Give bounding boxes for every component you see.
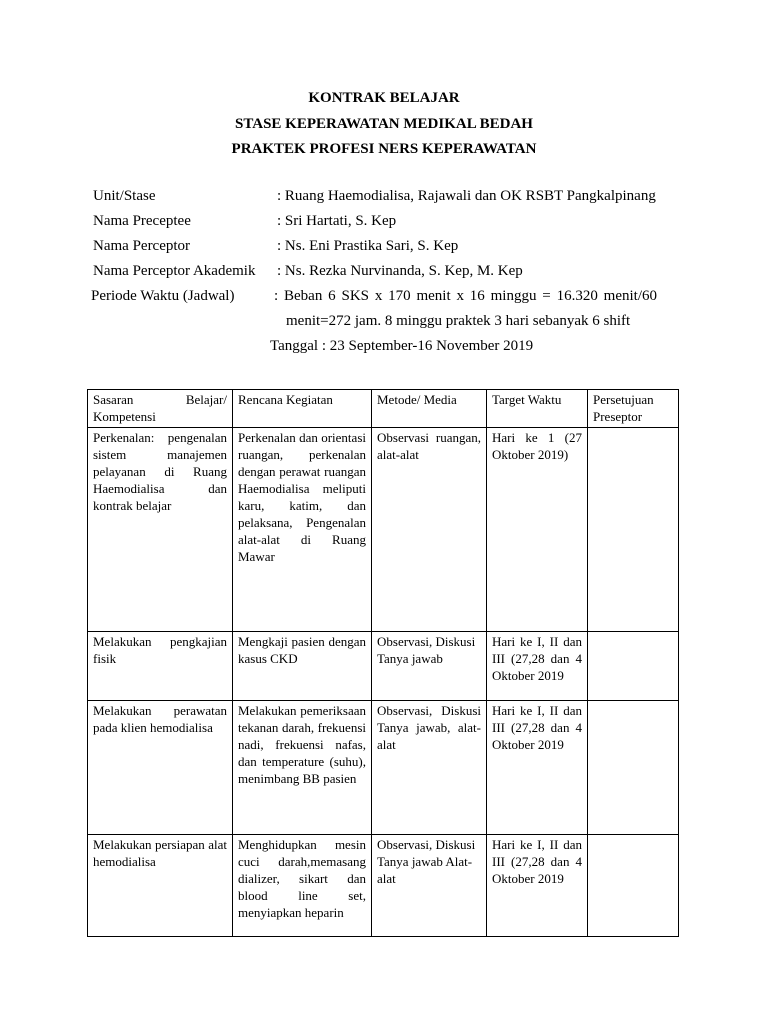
preceptee-value: : Sri Hartati, S. Kep — [277, 213, 397, 229]
document-title-block — [0, 86, 768, 163]
cell-target: Hari ke I, II dan III (27,28 dan 4 Oktober 2019 — [487, 835, 588, 937]
cell-target: Hari ke I, II dan III (27,28 dan 4 Oktober 2019 — [487, 632, 588, 701]
cell-sasaran: Melakukan persiapan alat hemodialisa — [88, 835, 233, 937]
tanggal-value: Tanggal : 23 September-16 November 2019 — [270, 338, 534, 354]
cell-target: Hari ke I, II dan III (27,28 dan 4 Oktober 2019 — [487, 701, 588, 835]
cell-metode: Observasi, Diskusi Tanya jawab, alat-alat — [372, 701, 487, 835]
periode-label: Periode Waktu (Jadwal) — [91, 288, 235, 304]
learning-contract-table — [87, 389, 679, 937]
header-sasaran: Sasaran Belajar/ Kompetensi — [88, 390, 233, 428]
cell-persetujuan — [588, 835, 679, 937]
title-kontrak-belajar: KONTRAK BELAJAR — [308, 90, 460, 106]
cell-metode: Observasi, Diskusi Tanya jawab Alat-alat — [372, 835, 487, 937]
table-row — [88, 701, 679, 835]
title-stase: STASE KEPERAWATAN MEDIKAL BEDAH — [235, 115, 533, 132]
header-persetujuan: Persetujuan Preseptor — [588, 390, 679, 428]
table-row — [88, 835, 679, 937]
cell-sasaran: Melakukan pengkajian fisik — [88, 632, 233, 701]
header-metode: Metode/ Media — [372, 390, 487, 428]
cell-metode: Observasi, Diskusi Tanya jawab — [372, 632, 487, 701]
cell-rencana: Menghidupkan mesin cuci darah,memasang dializer, sikart dan blood line set, menyiapkan heparin — [233, 835, 372, 937]
cell-persetujuan — [588, 701, 679, 835]
cell-sasaran: Perkenalan: pengenalan sistem manajemen pelayanan di Ruang Haemodialisa dan kontrak belajar — [88, 428, 233, 632]
preceptee-label: Nama Preceptee — [93, 213, 191, 229]
perceptor-value: : Ns. Eni Prastika Sari, S. Kep — [277, 238, 459, 254]
table-header-row — [88, 390, 679, 428]
table-row — [88, 632, 679, 701]
cell-sasaran: Melakukan perawatan pada klien hemodialisa — [88, 701, 233, 835]
perceptor-label: Nama Perceptor — [93, 238, 191, 254]
akademik-value: : Ns. Rezka Nurvinanda, S. Kep, M. Kep — [277, 263, 523, 279]
cell-rencana: Perkenalan dan orientasi ruangan, perkenalan dengan perawat ruangan Haemodialisa meliputi karu, katim, dan pelaksana, Pengenalan alat-alat di Ruang Mawar — [233, 428, 372, 632]
header-rencana: Rencana Kegiatan — [233, 390, 372, 428]
cell-rencana: Mengkaji pasien dengan kasus CKD — [233, 632, 372, 701]
title-praktek-profesi: PRAKTEK PROFESI NERS KEPERAWATAN — [231, 141, 537, 157]
cell-metode: Observasi ruangan, alat-alat — [372, 428, 487, 632]
unit-value: : Ruang Haemodialisa, Rajawali dan OK RSBT Pangkalpinang — [277, 188, 656, 204]
header-target: Target Waktu — [487, 390, 588, 428]
periode-value-cont: menit=272 jam. 8 minggu praktek 3 hari sebanyak 6 shift — [286, 313, 631, 329]
akademik-label: Nama Perceptor Akademik — [93, 263, 256, 279]
cell-persetujuan — [588, 632, 679, 701]
table-row — [88, 428, 679, 632]
cell-target: Hari ke 1 (27 Oktober 2019) — [487, 428, 588, 632]
unit-label: Unit/Stase — [93, 188, 156, 204]
cell-persetujuan — [588, 428, 679, 632]
cell-rencana: Melakukan pemeriksaan tekanan darah, frekuensi nadi, frekuensi nafas, dan temperature (suhu), menimbang BB pasien — [233, 701, 372, 835]
periode-value: : Beban 6 SKS x 170 menit x 16 minggu = 16.320 menit/60 — [274, 288, 657, 304]
